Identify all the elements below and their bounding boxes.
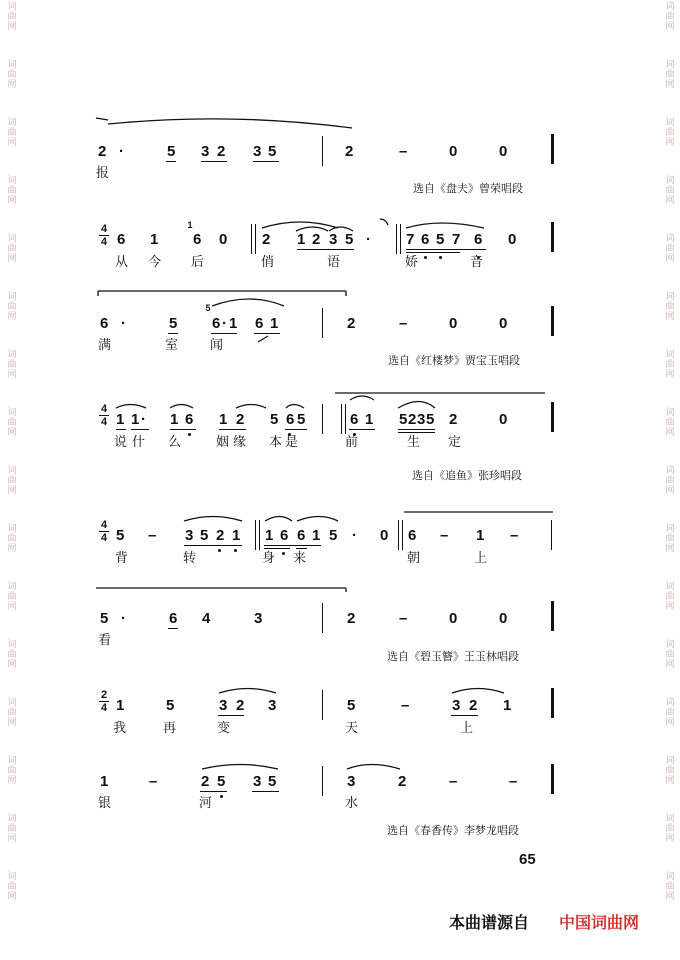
note: 5 (345, 231, 354, 248)
lyric: 身 (262, 551, 276, 566)
note: – (401, 697, 410, 714)
note: 5 (167, 143, 176, 160)
watermark-char: 词 (665, 234, 675, 244)
lyric: 生 (407, 435, 421, 450)
lyric: 天 (345, 721, 359, 736)
lyric: 报 (96, 166, 110, 181)
watermark-char: 词 (7, 698, 17, 708)
slur (96, 118, 108, 120)
lyric: 娇 (405, 255, 419, 270)
slur (212, 299, 284, 306)
bracket (98, 291, 346, 296)
source-note: 选自《盘夫》曾荣唱段 (413, 182, 523, 195)
watermark-char: 词 (7, 118, 17, 128)
note: · (141, 411, 146, 428)
note: 2 (449, 411, 458, 428)
watermark-char: 网 (665, 602, 675, 612)
slur (184, 517, 242, 522)
watermark-char: 曲 (7, 186, 17, 196)
watermark-char: 词 (7, 176, 17, 186)
note: 0 (449, 610, 458, 627)
note: 3 (452, 697, 461, 714)
note: 0 (449, 143, 458, 160)
watermark-char: 曲 (7, 592, 17, 602)
slur (347, 765, 400, 770)
watermark-char: 曲 (7, 882, 17, 892)
lyric: 我 (113, 721, 127, 736)
watermark-char: 网 (665, 370, 675, 380)
watermark-char: 网 (7, 138, 17, 148)
note: 0 (499, 610, 508, 627)
note: 2 (201, 773, 210, 790)
note: 5 (217, 773, 226, 790)
watermark-char: 曲 (7, 244, 17, 254)
note: 1 (100, 773, 109, 790)
lyric: 上 (460, 721, 474, 736)
watermark-char: 网 (7, 254, 17, 264)
watermark-char: 词 (665, 814, 675, 824)
watermark-char: 曲 (7, 476, 17, 486)
note: 6 (212, 315, 221, 332)
note: 1 (219, 411, 228, 428)
lyric: 么 (168, 435, 182, 450)
slur (297, 517, 338, 522)
slur (265, 517, 292, 522)
watermark-char: 曲 (665, 882, 675, 892)
note: – (510, 527, 519, 544)
watermark-char: 网 (7, 428, 17, 438)
slur (262, 222, 338, 228)
note: 0 (499, 411, 508, 428)
note: 1 (365, 411, 374, 428)
source-note: 选自《春香传》李梦龙唱段 (387, 824, 519, 837)
note: 1 (170, 411, 179, 428)
watermark-char: 词 (665, 350, 675, 360)
watermark-char: 曲 (665, 708, 675, 718)
time-signature: 4 4 (100, 403, 108, 428)
slur (170, 405, 193, 409)
note: – (399, 610, 408, 627)
lyric: 河 (199, 796, 213, 811)
watermark-char: 网 (665, 138, 675, 148)
watermark-char: 网 (665, 834, 675, 844)
lyric: 姻 (216, 435, 230, 450)
watermark-char: 曲 (665, 766, 675, 776)
note: 5 (399, 411, 408, 428)
note: 6 (255, 315, 264, 332)
watermark-char: 曲 (7, 12, 17, 22)
note: 4 (202, 610, 211, 627)
watermark-char: 网 (665, 660, 675, 670)
lyric: 后 (191, 255, 205, 270)
watermark-char: 网 (7, 892, 17, 902)
slur (350, 396, 374, 400)
watermark-char: 曲 (7, 650, 17, 660)
note: – (149, 773, 158, 790)
note: – (440, 527, 449, 544)
lyric: 上 (474, 551, 488, 566)
note: – (509, 773, 518, 790)
note: 6 (350, 411, 359, 428)
slur (236, 405, 266, 409)
watermark-char: 词 (7, 640, 17, 650)
lyric: 定 (448, 435, 462, 450)
note: 3 (329, 231, 338, 248)
note: 1 (116, 697, 125, 714)
note: 2 (347, 315, 356, 332)
note: 2 (217, 143, 226, 160)
note: 2 (236, 697, 245, 714)
lyric: 朝 (407, 551, 421, 566)
note: · (366, 231, 371, 248)
note: 3 (268, 697, 277, 714)
slur (116, 405, 146, 409)
note: 0 (508, 231, 517, 248)
slur (452, 689, 504, 694)
watermark-char: 曲 (665, 418, 675, 428)
note: 7 (452, 231, 461, 248)
lyric: 说 (114, 435, 128, 450)
note: 3 (253, 143, 262, 160)
watermark-char: 曲 (665, 650, 675, 660)
note: – (399, 315, 408, 332)
note: 6 (117, 231, 126, 248)
note: 2 (398, 773, 407, 790)
note: 1 (312, 527, 321, 544)
watermark-char: 网 (7, 776, 17, 786)
note: 2 (469, 697, 478, 714)
note: 5 (270, 411, 279, 428)
note: 5 (329, 527, 338, 544)
lyric: 今 (148, 255, 162, 270)
slur (296, 227, 328, 231)
watermark-char: 网 (7, 22, 17, 32)
lyric: 俏 (261, 255, 275, 270)
watermark-char: 词 (665, 408, 675, 418)
watermark-char: 网 (7, 834, 17, 844)
note: 3 (347, 773, 356, 790)
lyric: 本 (269, 435, 283, 450)
watermark-char: 词 (665, 60, 675, 70)
watermark-char: 网 (7, 486, 17, 496)
watermark-char: 曲 (665, 244, 675, 254)
lyric: 满 (98, 338, 112, 353)
lyric: 是 (285, 435, 299, 450)
lyric: 室 (165, 338, 179, 353)
note: 0 (219, 231, 228, 248)
note: 1 (229, 315, 238, 332)
grace-note: 1 (187, 220, 193, 230)
watermark-char: 网 (665, 80, 675, 90)
watermark-char: 曲 (665, 186, 675, 196)
lyric: 水 (345, 796, 359, 811)
watermark-char: 网 (7, 312, 17, 322)
note: – (449, 773, 458, 790)
watermark-char: 词 (7, 872, 17, 882)
note: 1 (297, 231, 306, 248)
watermark-char: 词 (7, 582, 17, 592)
watermark-char: 曲 (665, 302, 675, 312)
note: 5 (200, 527, 209, 544)
note: 5 (166, 697, 175, 714)
time-signature: 2 4 (100, 689, 108, 714)
note: 0 (499, 315, 508, 332)
watermark-char: 曲 (7, 418, 17, 428)
note: 6 (421, 231, 430, 248)
note: 3 (254, 610, 263, 627)
lyric: 什 (132, 435, 146, 450)
note: 6 (193, 231, 202, 248)
watermark-char: 网 (7, 544, 17, 554)
watermark-char: 词 (7, 350, 17, 360)
watermark-char: 网 (7, 80, 17, 90)
breath-mark (258, 336, 268, 342)
note: 3 (219, 697, 228, 714)
note: 1 (270, 315, 279, 332)
note: 0 (380, 527, 389, 544)
watermark-char: 词 (7, 234, 17, 244)
watermark-char: 曲 (7, 766, 17, 776)
watermark-char: 曲 (7, 302, 17, 312)
note: 5 (347, 697, 356, 714)
note: 5 (436, 231, 445, 248)
lyric: 来 (293, 551, 307, 566)
note: 6 (408, 527, 417, 544)
watermark-char: 词 (7, 814, 17, 824)
watermark-char: 曲 (665, 70, 675, 80)
lyric: 背 (115, 551, 129, 566)
watermark-char: 网 (7, 370, 17, 380)
note: 6 (297, 527, 306, 544)
note: 1 (131, 411, 140, 428)
note: 3 (201, 143, 210, 160)
watermark-char: 网 (665, 486, 675, 496)
watermark-char: 网 (665, 254, 675, 264)
note: 6 (185, 411, 194, 428)
watermark-char: 词 (665, 176, 675, 186)
breath-mark (380, 219, 388, 225)
watermark-char: 词 (7, 408, 17, 418)
note: – (399, 143, 408, 160)
watermark-char: 曲 (665, 534, 675, 544)
watermark-char: 网 (7, 196, 17, 206)
note: 2 (236, 411, 245, 428)
note: 1 (116, 411, 125, 428)
note: 2 (98, 143, 107, 160)
lyric: 语 (327, 255, 341, 270)
watermark-char: 曲 (665, 128, 675, 138)
watermark-char: 网 (665, 718, 675, 728)
note: 5 (268, 773, 277, 790)
slur (329, 227, 353, 231)
source-note: 选自《追鱼》张珍唱段 (412, 469, 522, 482)
lyric: 再 (163, 721, 177, 736)
watermark-char: 网 (665, 22, 675, 32)
lyric: 闻 (210, 338, 224, 353)
note: 5 (100, 610, 109, 627)
note: – (148, 527, 157, 544)
note: 6 (474, 231, 483, 248)
watermark-char: 词 (665, 756, 675, 766)
watermark-char: 词 (665, 640, 675, 650)
lyric: 看 (98, 633, 112, 648)
slur (202, 765, 278, 770)
watermark-char: 网 (665, 196, 675, 206)
bracket (96, 588, 346, 592)
slur (219, 689, 276, 694)
watermark-char: 词 (7, 466, 17, 476)
note: 2 (312, 231, 321, 248)
lyric: 变 (217, 721, 231, 736)
note: · (119, 143, 124, 160)
watermark-char: 曲 (7, 70, 17, 80)
watermark-char: 曲 (7, 708, 17, 718)
slur (398, 402, 435, 409)
note: 1 (265, 527, 274, 544)
note: 7 (406, 231, 415, 248)
watermark-char: 曲 (665, 476, 675, 486)
note: 6 (280, 527, 289, 544)
watermark-char: 网 (7, 718, 17, 728)
footer-site: 中国词曲网 (559, 913, 640, 932)
grace-note: 5 (205, 303, 211, 313)
watermark-char: 曲 (7, 534, 17, 544)
source-note: 选自《碧玉簪》王玉林唱段 (387, 650, 519, 663)
watermark-char: 词 (7, 60, 17, 70)
watermark-char: 网 (665, 428, 675, 438)
note: 2 (345, 143, 354, 160)
watermark-char: 词 (665, 118, 675, 128)
watermark-char: 词 (665, 524, 675, 534)
note: 5 (116, 527, 125, 544)
lyric: 前 (345, 435, 359, 450)
note: · (121, 610, 126, 627)
note: 2 (347, 610, 356, 627)
slur (108, 119, 352, 128)
note: 1 (503, 697, 512, 714)
source-note: 选自《红楼梦》贾宝玉唱段 (388, 354, 520, 367)
lyric: 缘 (233, 435, 247, 450)
note: 2 (216, 527, 225, 544)
watermark-char: 曲 (665, 592, 675, 602)
note: 2 (408, 411, 417, 428)
watermark-char: 词 (7, 524, 17, 534)
watermark-char: 词 (7, 756, 17, 766)
time-signature: 4 4 (100, 223, 108, 248)
slur (406, 223, 484, 228)
note: 6 (286, 411, 295, 428)
watermark-char: 网 (7, 602, 17, 612)
time-signature: 4 4 (100, 519, 108, 544)
watermark-char: 词 (665, 582, 675, 592)
note: 6 (100, 315, 109, 332)
note: 1 (150, 231, 159, 248)
lyric: 银 (98, 796, 112, 811)
note: · (222, 315, 227, 332)
lyric: 从 (115, 255, 129, 270)
note: 5 (268, 143, 277, 160)
note: 1 (232, 527, 241, 544)
note: 0 (449, 315, 458, 332)
note: 3 (253, 773, 262, 790)
watermark-char: 词 (665, 872, 675, 882)
watermark-char: 网 (665, 892, 675, 902)
note: 6 (169, 610, 178, 627)
watermark-char: 词 (665, 466, 675, 476)
watermark-char: 词 (7, 2, 17, 12)
watermark-char: 网 (7, 660, 17, 670)
lyric: 音 (470, 255, 484, 270)
note: · (352, 527, 357, 544)
watermark-char: 词 (7, 292, 17, 302)
note: 5 (297, 411, 306, 428)
watermark-char: 曲 (665, 12, 675, 22)
note: 3 (185, 527, 194, 544)
watermark-char: 曲 (7, 360, 17, 370)
note: 3 (417, 411, 426, 428)
watermark-char: 网 (665, 312, 675, 322)
watermark-char: 网 (665, 544, 675, 554)
watermark-char: 曲 (665, 360, 675, 370)
watermark-char: 曲 (665, 824, 675, 834)
note: 2 (262, 231, 271, 248)
note: 1 (476, 527, 485, 544)
watermark-char: 词 (665, 292, 675, 302)
note: 0 (499, 143, 508, 160)
note: 5 (169, 315, 178, 332)
watermark-char: 曲 (7, 824, 17, 834)
footer-label: 本曲谱源自 (449, 913, 530, 932)
note: · (121, 315, 126, 332)
page-number: 65 (519, 851, 536, 868)
watermark-char: 词 (665, 698, 675, 708)
watermark-char: 网 (665, 776, 675, 786)
watermark-char: 词 (665, 2, 675, 12)
slur (286, 405, 304, 409)
lyric: 转 (183, 551, 197, 566)
watermark-char: 曲 (7, 128, 17, 138)
note: 5 (426, 411, 435, 428)
